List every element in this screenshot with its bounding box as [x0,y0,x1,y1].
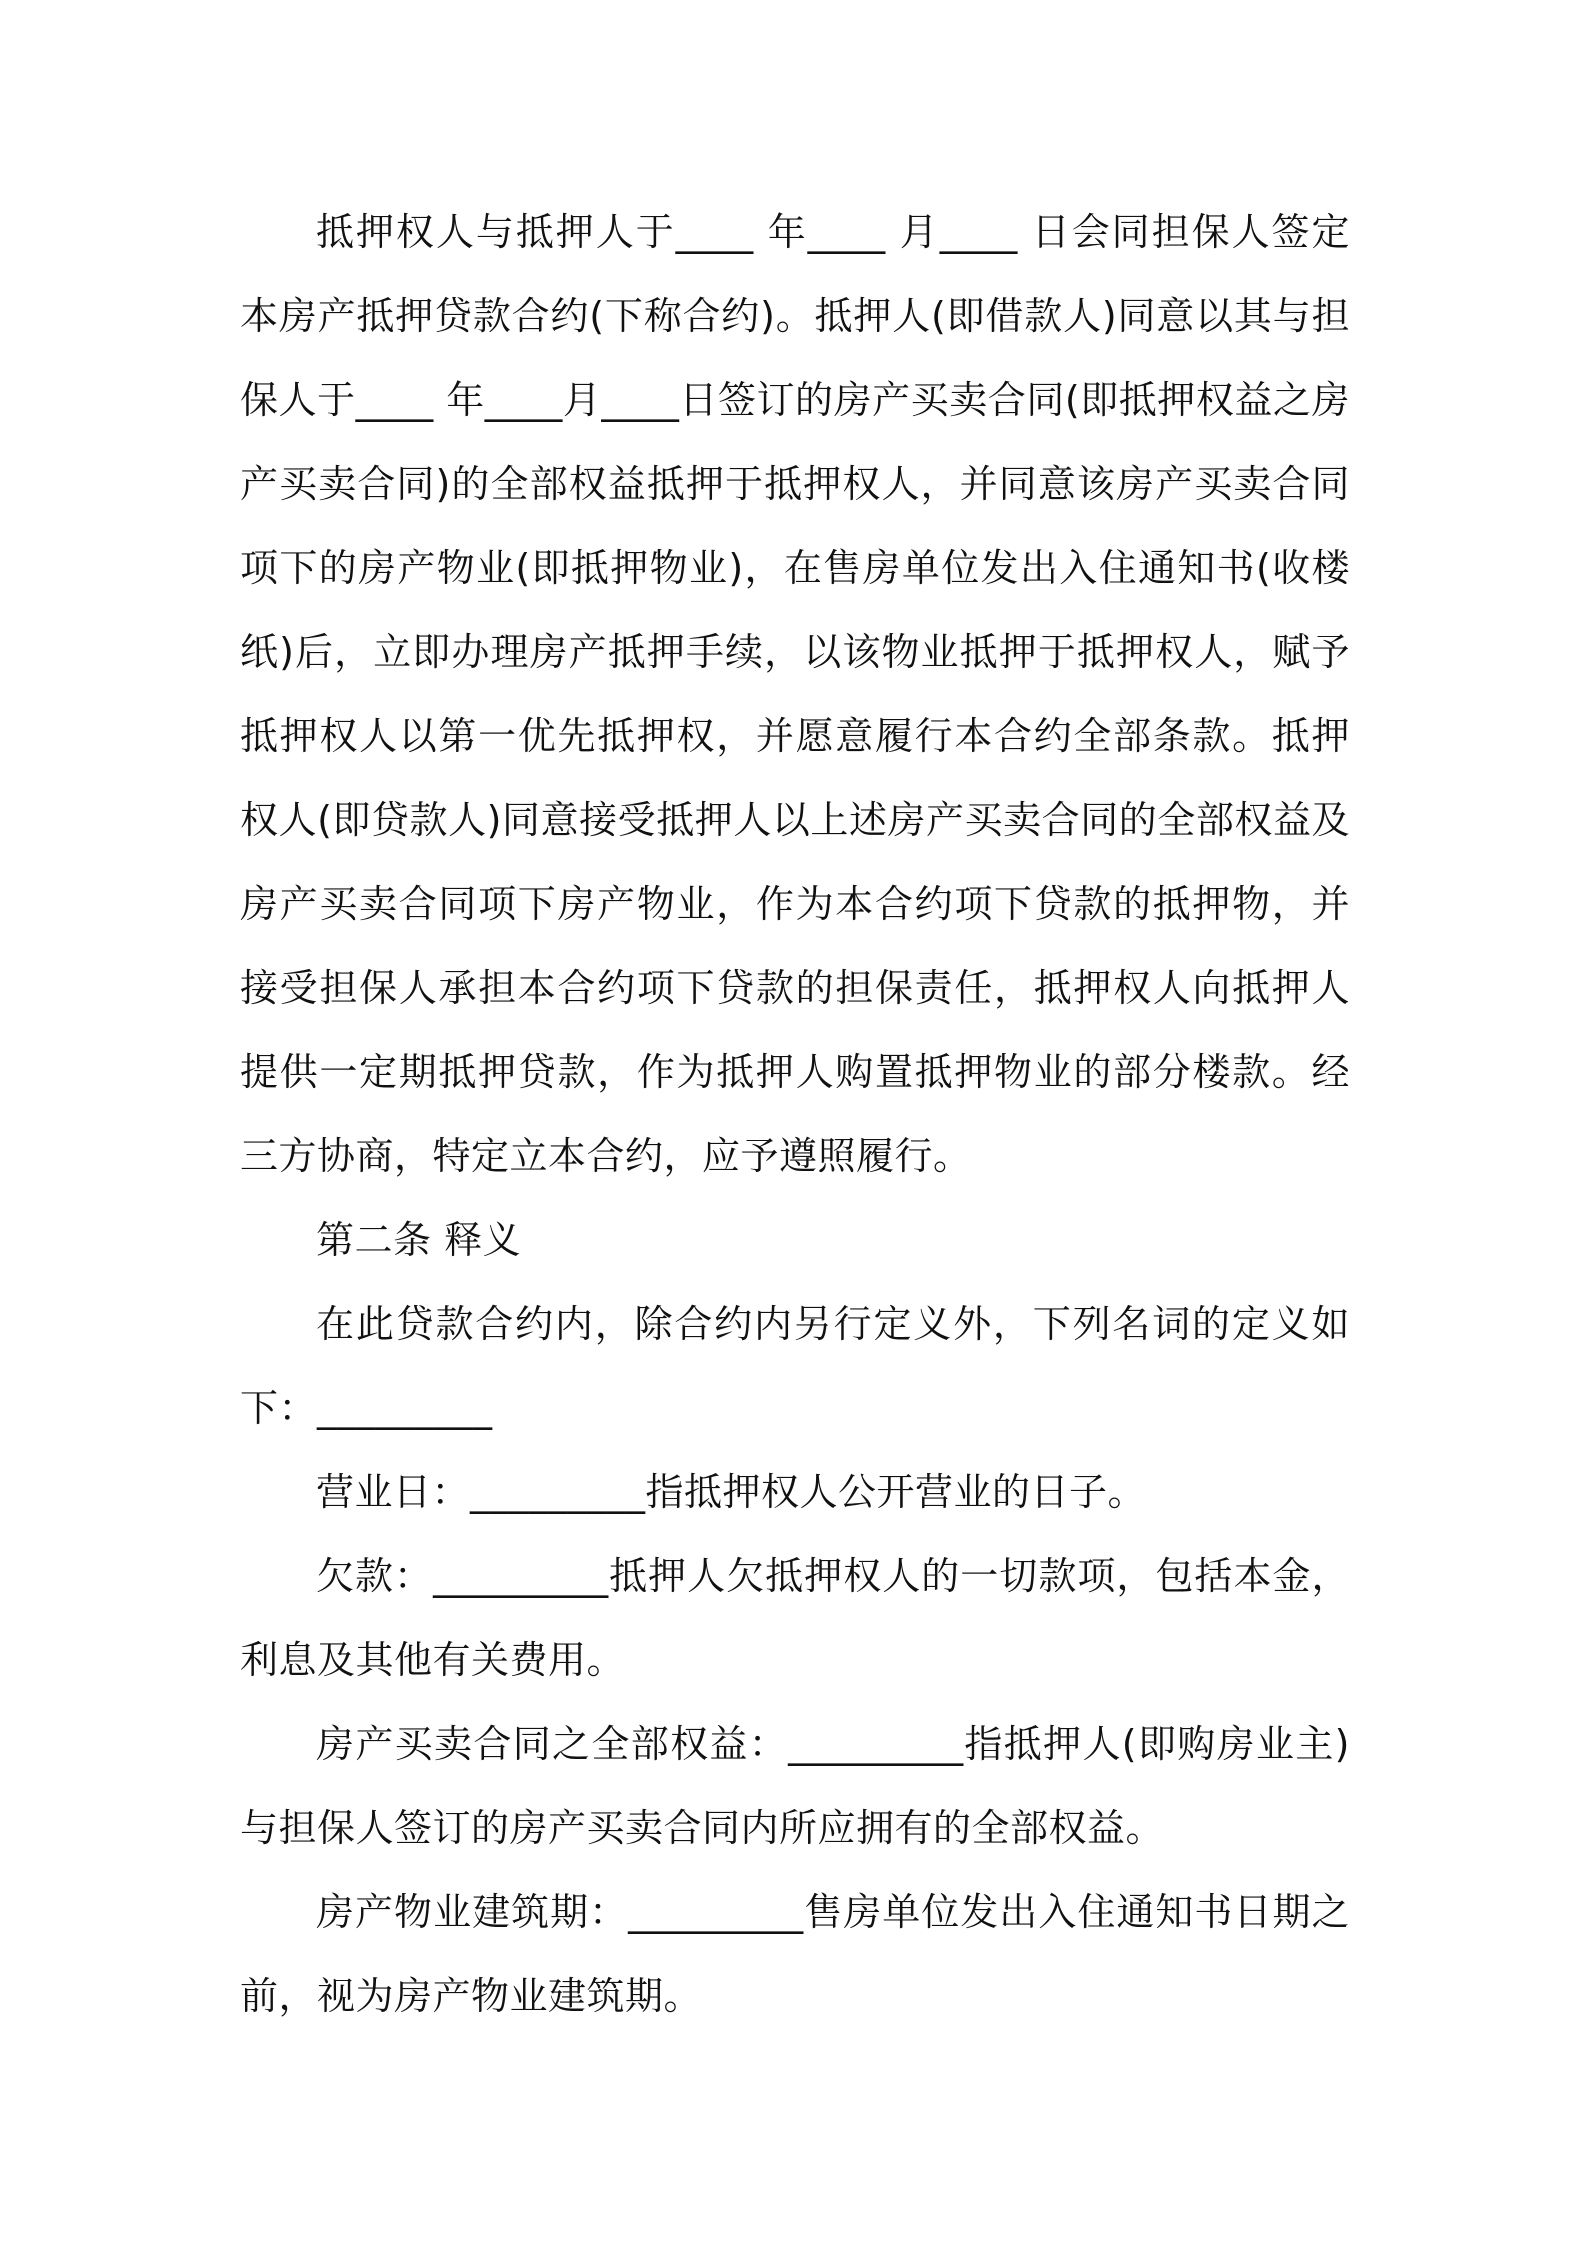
definition-construction-period: 房产物业建筑期：_________售房单位发出入住通知书日期之前，视为房产物业建筑期。 [240,1890,1350,2018]
definition-business-day: 营业日：_________指抵押权人公开营业的日子。 [316,1470,1147,1514]
contract-preamble-paragraph: 抵押权人与抵押人于____ 年____ 月____ 日会同担保人签定本房产抵押贷款合约(下称合约)。抵押人(即借款人)同意以其与担保人于____ 年____月____日签订的房产买卖合同(即抵押权益之房产买卖合同)的全部权益抵押于抵押权人，并同意该房产买卖合同项下的房产物业(即抵押物业)，在售房单位发出入住通知书(收楼纸)后，立即办理房产抵押手续，以该物业抵押于抵押权人，赋予抵押权人以第一优先抵押权，并愿意履行本合约全部条款。抵押权人(即贷款人)同意接受抵押人以上述房产买卖合同的全部权益及房产买卖合同项下房产物业，作为本合约项下贷款的抵押物，并接受担保人承担本合约项下贷款的担保责任，抵押权人向抵押人提供一定期抵押贷款，作为抵押人购置抵押物业的部分楼款。经三方协商，特定立本合约，应予遵照履行。 [240,210,1350,1178]
definition-debt: 欠款：_________抵押人欠抵押权人的一切款项，包括本金，利息及其他有关费用。 [240,1554,1350,1682]
definitions-intro-paragraph: 在此贷款合约内，除合约内另行定义外，下列名词的定义如下：_________ [240,1302,1350,1430]
definition-contract-rights: 房产买卖合同之全部权益：_________指抵押人(即购房业主)与担保人签订的房产买卖合同内所应拥有的全部权益。 [240,1722,1350,1850]
article-heading: 第二条 释义 [316,1218,522,1262]
document-page [240,190,1350,2038]
